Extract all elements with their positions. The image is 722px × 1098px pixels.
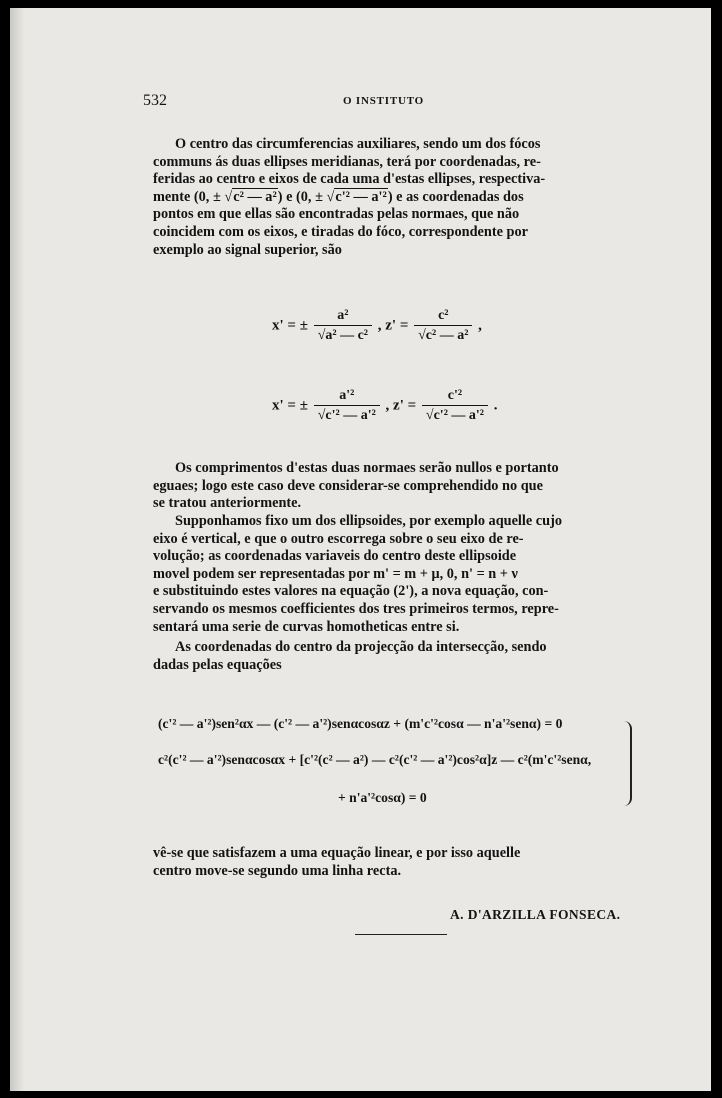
text-line: servando os mesmos coefficientes dos tres primeiros termos, repre- bbox=[153, 600, 559, 617]
paragraph-2 bbox=[153, 460, 625, 513]
text-line: sentará uma serie de curvas homotheticas entre si. bbox=[153, 618, 460, 635]
eq-end: . bbox=[493, 397, 498, 414]
numerator: a'² bbox=[339, 388, 355, 403]
text-line: volução; as coordenadas variaveis do centro deste ellipsoide bbox=[153, 548, 517, 565]
text-line: coincidem com os eixos, e tiradas do fóco, correspondente por bbox=[153, 223, 528, 240]
text-line: Supponhamos fixo um dos ellipsoides, por exemplo aquelle cujo bbox=[175, 513, 563, 529]
eq-lhs: x' = ± bbox=[272, 397, 308, 414]
text-line: eixo é vertical, e que o outro escorrega sobre o seu eixo de re- bbox=[153, 530, 524, 547]
text-line: se tratou anteriormente. bbox=[153, 495, 302, 512]
page-gutter-shadow bbox=[10, 8, 24, 1091]
eq-mid: , z' = bbox=[385, 397, 417, 414]
paragraph-1 bbox=[153, 136, 625, 259]
equation-1 bbox=[272, 308, 482, 344]
paragraph-3 bbox=[153, 513, 625, 636]
text-fragment: ) e (0, ± bbox=[277, 188, 327, 205]
text-line: eguaes; logo este caso deve considerar-se comprehendido no que bbox=[153, 477, 543, 494]
book-page bbox=[10, 8, 711, 1091]
text-line: dadas pelas equações bbox=[153, 656, 282, 673]
fraction bbox=[314, 308, 372, 344]
text-line: centro move-se segundo uma linha recta. bbox=[153, 862, 402, 879]
system-line-3: + n'a'²cosα) = 0 bbox=[338, 790, 427, 805]
fraction bbox=[422, 388, 488, 424]
system-line-2-text: c²(c'² — a'²)senαcosαx + [c'²(c² — a²) — c²(c'² — a'²)cos²α]z — c²(m'c'²senα bbox=[158, 752, 588, 767]
text-line: vê-se que satisfazem a uma equação linear, e por isso aquelle bbox=[153, 845, 521, 861]
system-line-2-end: , bbox=[587, 752, 592, 767]
paragraph-5 bbox=[153, 845, 625, 880]
text-line: movel podem ser representadas por m' = m + μ, 0, n' = n + ν bbox=[153, 565, 518, 582]
text-line: As coordenadas do centro da projecção da intersecção, sendo bbox=[175, 639, 547, 655]
paragraph-4 bbox=[153, 639, 625, 674]
denominator: √c'² — a'² bbox=[314, 405, 380, 424]
text-fragment: mente (0, ± bbox=[153, 188, 225, 205]
system-line-2 bbox=[158, 752, 591, 768]
text-line: communs ás duas ellipses meridianas, terá por coordenadas, re- bbox=[153, 153, 541, 170]
text-line: Os comprimentos d'estas duas normaes serão nullos e portanto bbox=[175, 460, 559, 476]
system-brace bbox=[622, 721, 632, 806]
radical-1: c² — a² bbox=[233, 188, 277, 205]
text-line: e substituindo estes valores na equação (2'), a nova equação, con- bbox=[153, 583, 549, 600]
numerator: c² bbox=[438, 308, 449, 323]
text-line: pontos em que ellas são encontradas pelas normaes, que não bbox=[153, 206, 520, 223]
text-line: O centro das circumferencias auxiliares, sendo um dos fócos bbox=[175, 136, 541, 152]
text-line-with-radicals: mente (0, ± √c² — a²) e (0, ± √c'² — a'²) e as coordenadas dos bbox=[153, 188, 524, 205]
numerator: c'² bbox=[447, 388, 463, 403]
system-line-1: (c'² — a'²)sen²αx — (c'² — a'²)senαcosαz + (m'c'²cosα — n'a'²senα) = 0 bbox=[158, 716, 563, 731]
text-line: exemplo ao signal superior, são bbox=[153, 241, 342, 258]
denominator: √a² — c² bbox=[314, 325, 372, 344]
radical-2: c'² — a'² bbox=[335, 188, 387, 205]
numerator: a² bbox=[337, 308, 349, 323]
denominator: √c² — a² bbox=[414, 325, 472, 344]
eq-mid: , z' = bbox=[377, 317, 409, 334]
eq-end: , bbox=[478, 317, 482, 334]
text-line: feridas ao centro e eixos de cada uma d'estas ellipses, respectiva- bbox=[153, 171, 546, 188]
end-rule bbox=[355, 934, 447, 935]
page-number: 532 bbox=[143, 92, 167, 109]
text-fragment: ) e as coordenadas dos bbox=[387, 188, 524, 205]
denominator: √c'² — a'² bbox=[422, 405, 488, 424]
fraction bbox=[414, 308, 472, 344]
fraction bbox=[314, 388, 380, 424]
eq-lhs: x' = ± bbox=[272, 317, 308, 334]
running-title: O INSTITUTO bbox=[343, 95, 425, 107]
equation-2 bbox=[272, 388, 497, 424]
author-signature: A. D'ARZILLA FONSECA. bbox=[450, 907, 621, 922]
